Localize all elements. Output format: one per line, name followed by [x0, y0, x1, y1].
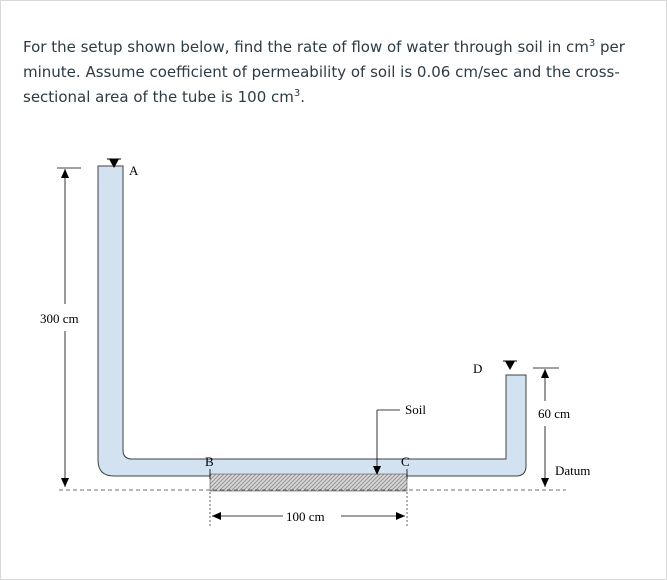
u-tube [98, 166, 526, 476]
soil-sample [210, 474, 407, 491]
question-sup2: 3 [293, 88, 301, 99]
soil-label: Soil [405, 402, 426, 417]
soil-length-label: 100 cm [286, 509, 325, 524]
height-right-label: 60 cm [538, 406, 571, 421]
water-level-d [503, 361, 517, 370]
label-b: B [205, 454, 214, 469]
height-left-label: 300 cm [40, 311, 79, 326]
question-sup1: 3 [588, 38, 596, 49]
label-d: D [473, 361, 483, 376]
label-c: C [401, 454, 410, 469]
label-a: A [129, 163, 139, 178]
question-part1: For the setup shown below, find the rate of flow of water through soil in cm [23, 38, 589, 56]
dimension-300 [57, 168, 81, 487]
question-part2: per minute. Assume coefficient of permeability of soil is 0.06 cm/sec and the cross-sectional area of the tube is 100 cm [23, 38, 625, 106]
permeameter-diagram [1, 1, 667, 580]
datum-label: Datum [555, 463, 591, 478]
question-part3: . [300, 88, 306, 106]
